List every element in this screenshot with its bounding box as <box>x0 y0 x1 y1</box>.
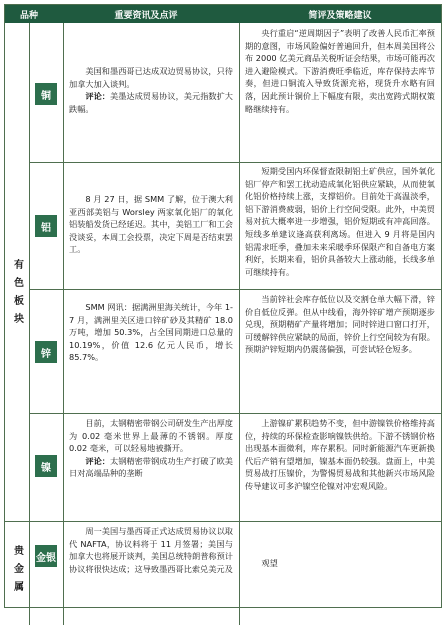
news-cell-nickel <box>69 417 233 517</box>
row-divider <box>29 289 441 290</box>
news-cell-gold-silver <box>69 525 233 605</box>
comment-text: 美墨达成贸易协议，美元指数扩大跌幅。 <box>69 91 233 114</box>
news-text: 美国和墨西哥已达成双边贸易协议，只待加拿大加入谈判。 <box>69 66 233 89</box>
review-cell-zinc <box>245 293 435 411</box>
category-precious: 贵金属 <box>14 546 24 593</box>
comment-label: 评论： <box>85 91 110 102</box>
header-news: 重要资讯及点评 <box>114 11 178 21</box>
news-cell-zinc <box>69 301 233 409</box>
review-cell-nickel <box>245 417 435 517</box>
metal-badge-aluminum: 铝 <box>35 215 57 237</box>
col-divider <box>63 23 64 625</box>
news-text: 目前，太钢精密带钢公司研发生产出厚度为 0.02 毫米世界上最薄的不锈钢。厚度 0.02 毫米，可以轻易地被撕开。 <box>69 418 233 454</box>
table-header <box>5 5 441 23</box>
col-divider <box>239 23 240 625</box>
review-text: 上游镍矿累积趋势不变，但中游镍铁价格维持高位，持续的环保检查影响镍铁供给。下游不锈钢价格出现基本面微利，库存累积。同时新能源汽车更新换代后产销有望增加，镍基本面仍较强。盘面上，中美贸易战打压镍价，为警惕贸易战和其他新兴市场风险传导建议可多沪镍空伦镍对冲宏观风险。 <box>245 418 435 491</box>
review-cell-aluminum <box>245 165 435 287</box>
metal-badge-zinc: 锌 <box>35 341 57 363</box>
header-variety: 品种 <box>19 11 38 21</box>
news-cell-copper <box>69 65 233 155</box>
news-text: 周一美国与墨西哥正式达成贸易协议以取代 NAFTA，协议料将于 11 月签署；美国与加拿大也将展开谈判，美国总统特朗普称预计协议将很快达成；这导致墨西哥比索兑美元及 <box>69 526 233 574</box>
review-text: 观望 <box>261 558 278 568</box>
review-cell-copper <box>245 27 435 159</box>
review-text: 当前锌社会库存低位以及交割仓单大幅下滑，锌价自低位反弹。但从中线看，海外锌矿增产预期逐步兑现，预期精矿产量将增加；同时锌进口窗口打开，可缓解锌供应紧缺的局面，锌价上行空间较为有限。预期沪锌短期内仍震荡偏强，可尝试轻仓短多。 <box>245 294 435 355</box>
row-divider <box>29 162 441 163</box>
review-cell-gold-silver <box>245 557 435 573</box>
review-text: 央行重启“逆周期因子”表明了改善人民币汇率预期的意图，市场风险偏好普遍回升，但本周美国将公布 2000 亿美元商品关税听证会结果，市场可能再次进入避险模式。下游消费旺季临近，库存保持去库节奏，但进口铜流入导致货源充裕，现货升水略有回落，因此预计铜价上下幅度有限，卖出宽跨式期权策略继续持有。 <box>245 28 435 114</box>
metal-badge-copper: 铜 <box>35 83 57 105</box>
news-cell-aluminum <box>69 193 233 287</box>
review-text: 短期受国内环保督查限制铝土矿供应，国外氧化铝厂停产和罢工扰动造成氧化铝供应紧缺，从而使氧化铝价格持续上涨，支撑铝价。目前处于高温淡季，铝下游消费疲弱，铝价上行空间受限。此外，中美贸易对抗大概率进一步增强，铝价短期或有冲高回落。短线多单建议逢高获利离场。但进入 9 月将是国内铝需求旺季，叠加未来采暖季环保限产和自备电方案利好，长期来看，铝价具备较大上涨动能，长线多单可继续持有。 <box>245 166 435 277</box>
row-divider <box>29 413 441 414</box>
header-review: 简评及策略建议 <box>308 11 372 21</box>
comment-text: 太钢精密带钢成功生产打破了欧美日对高端品种的垄断 <box>69 455 233 479</box>
news-text: 8 月 27 日，据 SMM 了解，位于澳大利亚西部美铝与 Worsley 两家氧化铝厂的氧化铝装船发货已经延迟。其中，美铝工厂和工会没谈妥，本周工会投票，决定下周是否结束罢工。 <box>69 194 233 255</box>
news-text: SMM 网讯：据满洲里海关统计，今年 1-7 月，满洲里关区进口锌矿砂及其精矿 18.0 万吨，增加 50.3%，占全国同期进口总量的 10.19%，价值 12.6 亿元人民币，增长 85.7%。 <box>69 302 233 363</box>
comment-label: 评论： <box>85 455 110 466</box>
category-nonferrous: 有色板块 <box>14 260 24 325</box>
col-divider <box>29 23 30 625</box>
metal-badge-nickel: 镍 <box>35 455 57 477</box>
market-table <box>4 4 442 608</box>
row-divider <box>5 521 441 522</box>
metal-badge-gold-silver: 金银 <box>35 545 57 567</box>
